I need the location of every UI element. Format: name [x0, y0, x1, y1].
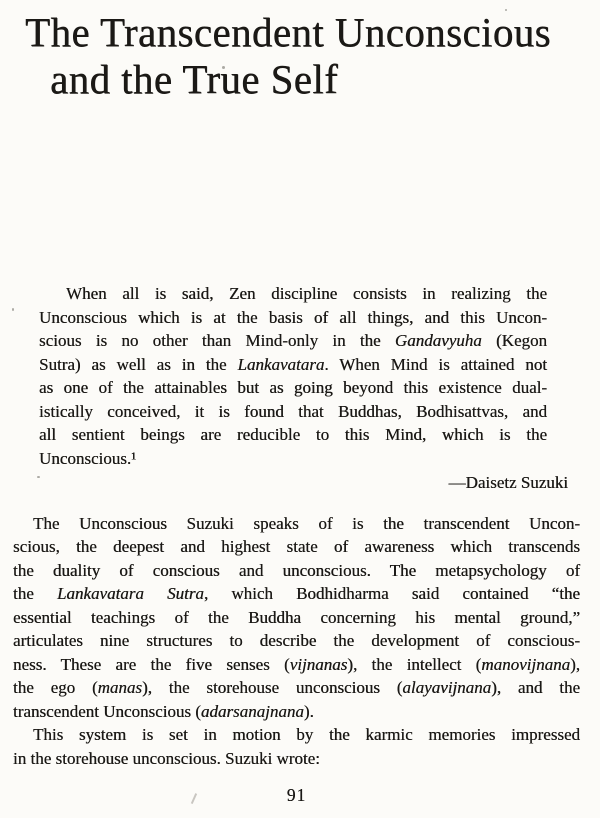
text-run: in the storehouse unconscious. Suzuki wrote:	[13, 748, 320, 768]
scan-speckle	[12, 308, 14, 311]
chapter-title-line-1: The Transcendent Unconscious	[25, 9, 551, 55]
text-line	[39, 329, 547, 353]
text-line	[13, 723, 580, 747]
text-line	[13, 653, 580, 677]
text-run: the ego (	[13, 678, 98, 697]
text-run: ),	[570, 654, 580, 674]
text-run: scious is no other than Mind-only in the	[39, 331, 395, 350]
chapter-title	[0, 0, 600, 103]
text-run: Sutra) as well as in the	[39, 354, 238, 374]
scan-speckle	[505, 9, 507, 11]
text-run: as one of the attainables but as going beyond this existence dual-	[39, 378, 547, 397]
text-run: transcendent Unconscious (	[13, 701, 201, 721]
text-run: the	[13, 584, 57, 603]
text-run: ).	[303, 701, 314, 721]
italic-text-run: Lankavatara Sutra	[56, 584, 204, 603]
paragraph	[13, 512, 580, 724]
text-line	[39, 400, 547, 424]
text-run: Unconscious which is at the basis of all things, and this Uncon-	[39, 307, 547, 327]
page-number: 91	[286, 785, 307, 805]
text-run: istically conceived, it is found that Buddhas, Bodhisattvas, and	[39, 401, 547, 421]
italic-text-run: vijnanas	[289, 654, 348, 674]
text-line	[39, 306, 547, 330]
text-run: ), and the	[491, 678, 580, 697]
text-run: all sentient beings are reducible to this Mind, which is the	[39, 425, 547, 444]
italic-text-run: adarsanajnana	[200, 701, 304, 721]
text-run: The Unconscious Suzuki speaks of is the transcendent Uncon-	[33, 513, 580, 533]
text-run: (Kegon	[481, 331, 547, 350]
scan-speckle	[37, 476, 40, 478]
text-run: , which Bodhidharma said contained “the	[203, 584, 580, 603]
page-body	[0, 282, 600, 806]
chapter-title-line-2: and the True Self	[50, 56, 339, 102]
paragraph	[13, 723, 580, 770]
text-line	[13, 606, 580, 630]
italic-text-run: alayavijnana	[402, 678, 492, 697]
text-run: articulates nine structures to describe the development of conscious-	[13, 631, 580, 650]
italic-text-run: manas	[97, 678, 143, 697]
text-line	[39, 282, 547, 306]
quote-attribution: —Daisetz Suzuki	[448, 473, 568, 492]
text-run: scious, the deepest and highest state of awareness which transcends	[13, 537, 580, 556]
text-line	[13, 676, 580, 700]
text-line	[39, 447, 547, 471]
text-line	[39, 353, 547, 377]
text-line	[13, 559, 580, 583]
text-line	[13, 747, 580, 771]
italic-text-run: manovijnana	[481, 654, 571, 674]
text-run: When all is said, Zen discipline consists in realizing the	[66, 284, 547, 303]
text-line	[39, 423, 547, 447]
block-quote	[39, 282, 547, 470]
text-line	[13, 629, 580, 653]
text-run: the duality of conscious and unconscious. The metapsychology of	[13, 560, 580, 580]
text-line	[39, 376, 547, 400]
italic-text-run: Gandavyuha	[394, 331, 482, 350]
text-run: . When Mind is attained not	[324, 354, 547, 374]
italic-text-run: Lankavatara	[237, 354, 325, 374]
text-run: ), the storehouse unconscious (	[142, 678, 403, 697]
text-line	[13, 582, 580, 606]
text-run: essential teachings of the Buddha concerning his mental ground,”	[13, 607, 580, 627]
text-line	[13, 512, 580, 536]
text-line	[13, 700, 580, 724]
scan-speckle	[222, 66, 225, 69]
text-run: Unconscious.¹	[39, 448, 137, 468]
text-run: ), the intellect (	[347, 654, 482, 674]
text-run: ness. These are the five senses (	[13, 654, 290, 674]
text-line	[13, 535, 580, 559]
text-run: This system is set in motion by the karmic memories impressed	[33, 725, 580, 744]
